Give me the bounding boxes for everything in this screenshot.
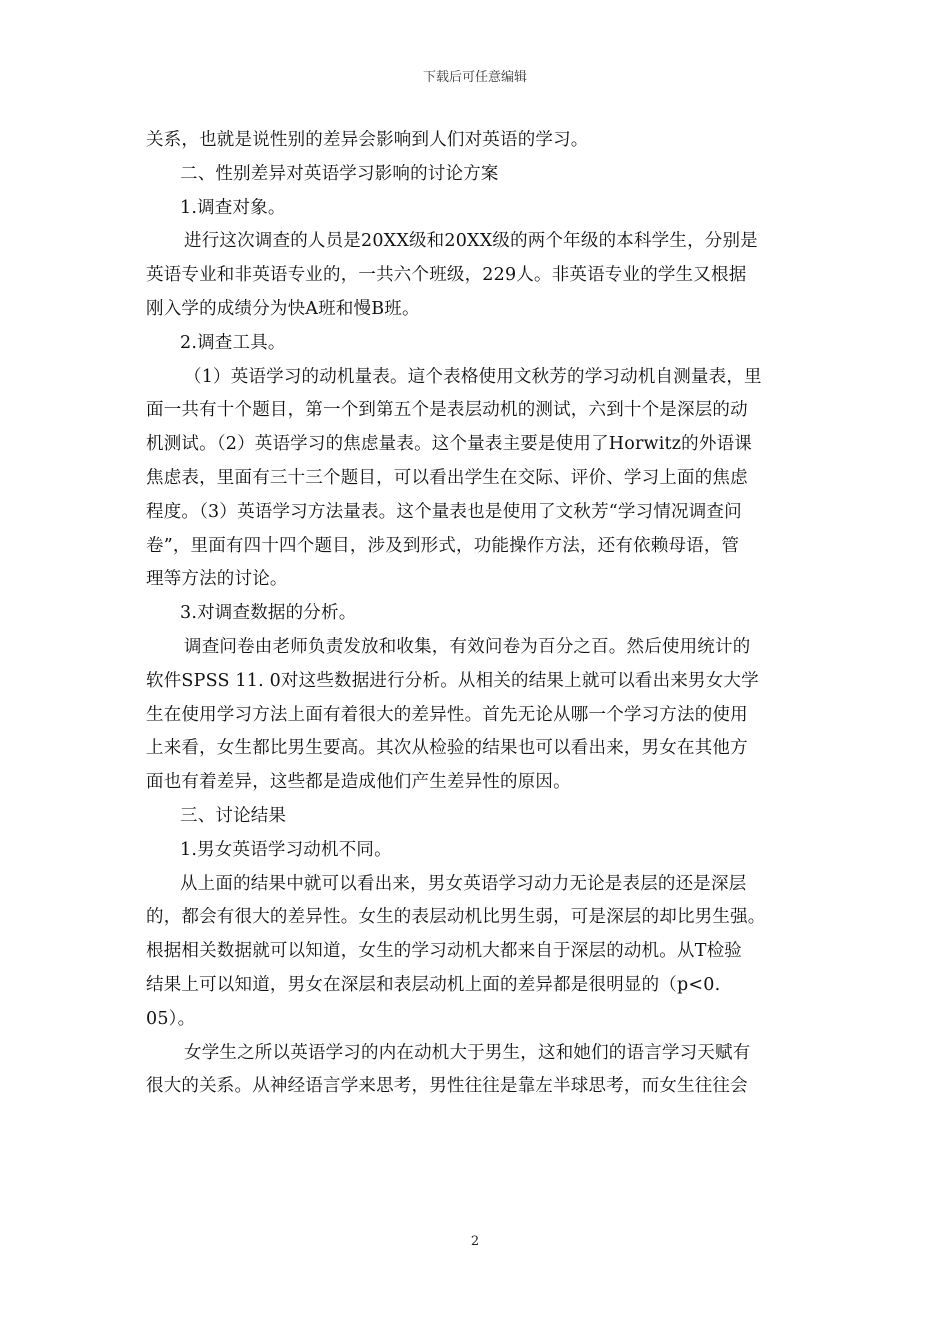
subsection-heading: 2.调查工具。 xyxy=(180,332,286,353)
document-body xyxy=(146,124,810,1104)
subsection-heading: 1.男女英语学习动机不同。 xyxy=(180,839,392,860)
page-number: 2 xyxy=(470,1234,480,1249)
text-line: 进行这次调查的人员是20XX级和20XX级的两个年级的本科学生，分别是 xyxy=(184,231,758,252)
text-line: 结果上可以知道，男女在深层和表层动机上面的差异都是很明显的（p<0. xyxy=(146,974,721,995)
text-line: 很大的关系。从神经语言学来思考，男性往往是靠左半球思考，而女生往往会 xyxy=(146,1076,748,1097)
text-line: 焦虑表，里面有三十三个题目，可以看出学生在交际、评价、学习上面的焦虑 xyxy=(146,467,748,488)
text-line: 面一共有十个题目，第一个到第五个是表层动机的测试，六到十个是深层的动 xyxy=(146,400,748,421)
text-line: 理等方法的讨论。 xyxy=(146,569,288,590)
text-line: 的，都会有很大的差异性。女生的表层动机比男生弱，可是深层的却比男生强。 xyxy=(146,907,766,928)
page-header: 下载后可任意编辑 xyxy=(422,70,527,85)
text-line: 程度。（3）英语学习方法量表。这个量表也是使用了文秋芳“学习情况调查问 xyxy=(146,501,742,522)
text-line: 刚入学的成绩分为快A班和慢B班。 xyxy=(146,298,420,319)
text-line: 英语专业和非英语专业的，一共六个班级，229人。非英语专业的学生又根据 xyxy=(146,265,747,286)
text-line: （1）英语学习的动机量表。這个表格使用文秋芳的学习动机自测量表，里 xyxy=(184,366,762,387)
text-line: 女学生之所以英语学习的内在动机大于男生，这和她们的语言学习天赋有 xyxy=(184,1042,751,1063)
text-line: 05）。 xyxy=(146,1008,196,1029)
text-line: 关系，也就是说性别的差异会影响到人们对英语的学习。 xyxy=(146,130,589,150)
text-line: 机测试。（2）英语学习的焦虑量表。这个量表主要是使用了Horwitz的外语课 xyxy=(146,434,752,455)
text-line: 软件SPSS 11. 0对这些数据进行分析。从相关的结果上就可以看出来男女大学 xyxy=(146,670,759,691)
text-line: 面也有着差异，这些都是造成他们产生差异性的原因。 xyxy=(146,772,571,793)
text-line: 从上面的结果中就可以看出来，男女英语学习动力无论是表层的还是深层 xyxy=(180,873,747,894)
text-line: 根据相关数据就可以知道，女生的学习动机大都来自于深层的动机。从T检验 xyxy=(146,941,742,962)
subsection-heading: 3.对调查数据的分析。 xyxy=(180,603,357,624)
text-line: 上来看，女生都比男生要高。其次从检验的结果也可以看出来，男女在其他方 xyxy=(146,738,748,759)
text-line: 卷”，里面有四十四个题目，涉及到形式，功能操作方法，还有依赖母语，管 xyxy=(146,535,740,556)
section-heading: 二、性别差异对英语学习影响的讨论方案 xyxy=(180,163,499,184)
text-line: 调查问卷由老师负责发放和收集，有效问卷为百分之百。然后使用统计的 xyxy=(184,636,751,657)
section-heading: 三、讨论结果 xyxy=(180,805,287,826)
subsection-heading: 1.调查对象。 xyxy=(180,197,286,218)
text-line: 生在使用学习方法上面有着很大的差异性。首先无论从哪一个学习方法的使用 xyxy=(146,704,748,725)
